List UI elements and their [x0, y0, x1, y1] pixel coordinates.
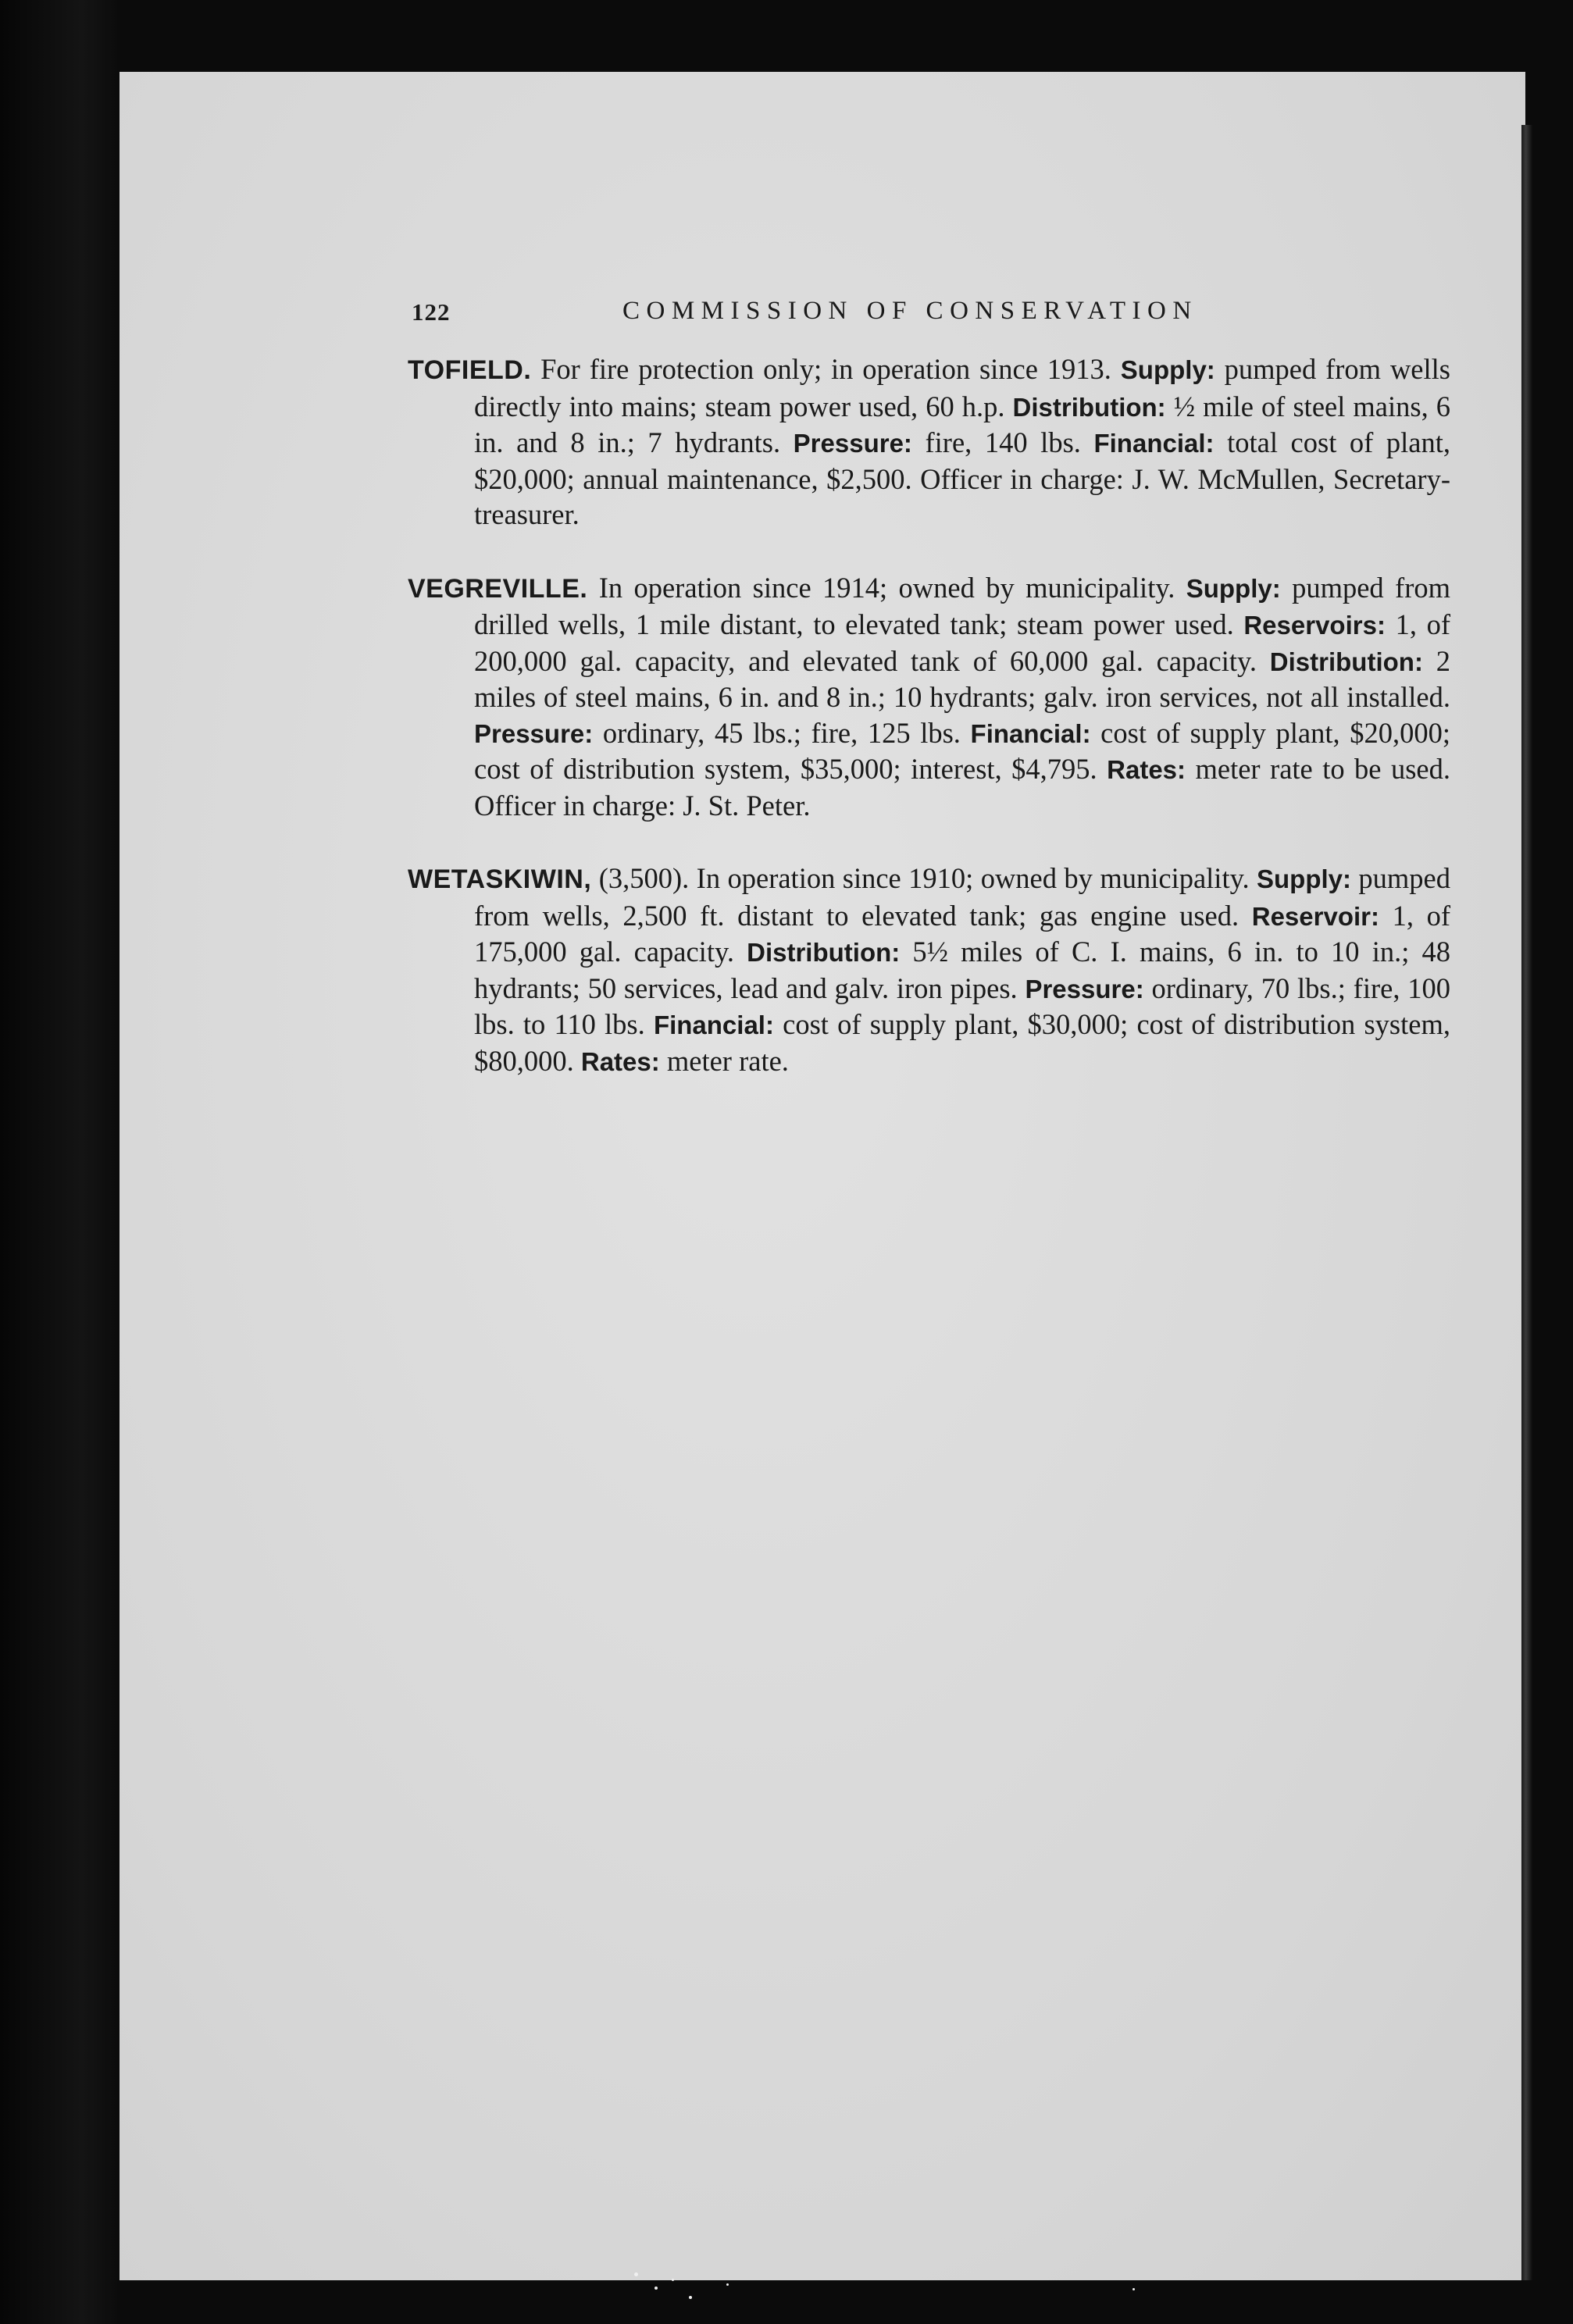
- field-label: Financial:: [653, 1011, 774, 1039]
- entry-town-name: WETASKIWIN,: [408, 864, 592, 894]
- field-text: For fire protection only; in operation since 1913.: [531, 353, 1121, 385]
- field-text: ½ mile of steel mains, 6 in. and 8 in.; 7 hydrants.: [474, 390, 1451, 458]
- field-text: pumped from wells directly into mains; steam power used, 60 h.p.: [474, 353, 1450, 422]
- entry-town-name: VEGREVILLE.: [408, 573, 588, 604]
- field-label: Supply:: [1186, 573, 1281, 603]
- field-text: pumped from drilled wells, 1 mile distant, to elevated tank; steam power used.: [474, 571, 1450, 640]
- field-text: (3,500). In operation since 1910; owned by municipality.: [591, 862, 1257, 894]
- scan-speck: [726, 2283, 729, 2286]
- field-label: Pressure:: [793, 429, 912, 458]
- running-title: COMMISSION OF CONSERVATION: [622, 297, 1198, 325]
- entry-vegreville: [408, 570, 1450, 824]
- field-label: Pressure:: [474, 718, 594, 748]
- field-label: Financial:: [1093, 429, 1215, 458]
- field-text: 1, of 175,000 gal. capacity.: [474, 899, 1450, 968]
- field-text: ordinary, 70 lbs.; fire, 100 lbs. to 110 lbs.: [474, 971, 1450, 1040]
- field-label: Reservoir:: [1251, 901, 1379, 931]
- field-text: total cost of plant, $20,000; annual maintenance, $2,500. Officer in charge: J. W. McMullen, Secretary-treasurer.: [474, 426, 1450, 530]
- field-label: Supply:: [1257, 864, 1351, 893]
- field-text: 1, of 200,000 gal. capacity, and elevated tank of 60,000 gal. capacity.: [474, 608, 1450, 677]
- field-label: Supply:: [1120, 355, 1215, 384]
- scan-speck: [672, 2279, 674, 2281]
- entry-town-name: TOFIELD.: [408, 355, 532, 385]
- field-label: Distribution:: [747, 938, 901, 967]
- field-text: 2 miles of steel mains, 6 in. and 8 in.; 10 hydrants; galv. iron services, not all installed.: [474, 644, 1451, 713]
- scan-speck: [689, 2296, 692, 2299]
- field-text: cost of supply plant, $30,000; cost of distribution system, $80,000.: [474, 1008, 1450, 1077]
- field-text: 5½ miles of C. I. mains, 6 in. to 10 in.; 48 hydrants; 50 services, lead and galv. iron pipes.: [474, 936, 1450, 1004]
- field-text: cost of supply plant, $20,000; cost of distribution system, $35,000; interest, $4,795.: [474, 716, 1451, 785]
- field-label: Distribution:: [1012, 392, 1166, 422]
- field-text: fire, 140 lbs.: [911, 426, 1094, 458]
- entry-wetaskiwin: [408, 861, 1450, 1079]
- entry-tofield: [408, 351, 1450, 533]
- scan-speck: [1132, 2288, 1135, 2290]
- field-text: meter rate.: [659, 1044, 789, 1077]
- field-label: Financial:: [970, 718, 1091, 748]
- scan-border-left: [0, 0, 117, 2324]
- field-label: Reservoirs:: [1243, 611, 1386, 640]
- field-label: Rates:: [1107, 755, 1186, 784]
- field-text: pumped from wells, 2,500 ft. distant to elevated tank; gas engine used.: [474, 862, 1451, 932]
- page-fold-shadow: [1521, 125, 1532, 2280]
- field-label: Pressure:: [1025, 974, 1144, 1003]
- field-label: Rates:: [580, 1046, 660, 1076]
- field-text: In operation since 1914; owned by municipality.: [587, 571, 1186, 604]
- scan-speck: [655, 2287, 658, 2290]
- field-label: Distribution:: [1269, 647, 1423, 676]
- entries-list: [408, 351, 1450, 1079]
- page-number: 122: [412, 298, 451, 326]
- scan-speck: [634, 2272, 638, 2276]
- field-text: meter rate to be used. Officer in charge: J. St. Peter.: [474, 753, 1451, 822]
- running-head: [412, 289, 1450, 336]
- field-text: ordinary, 45 lbs.; fire, 125 lbs.: [593, 716, 971, 749]
